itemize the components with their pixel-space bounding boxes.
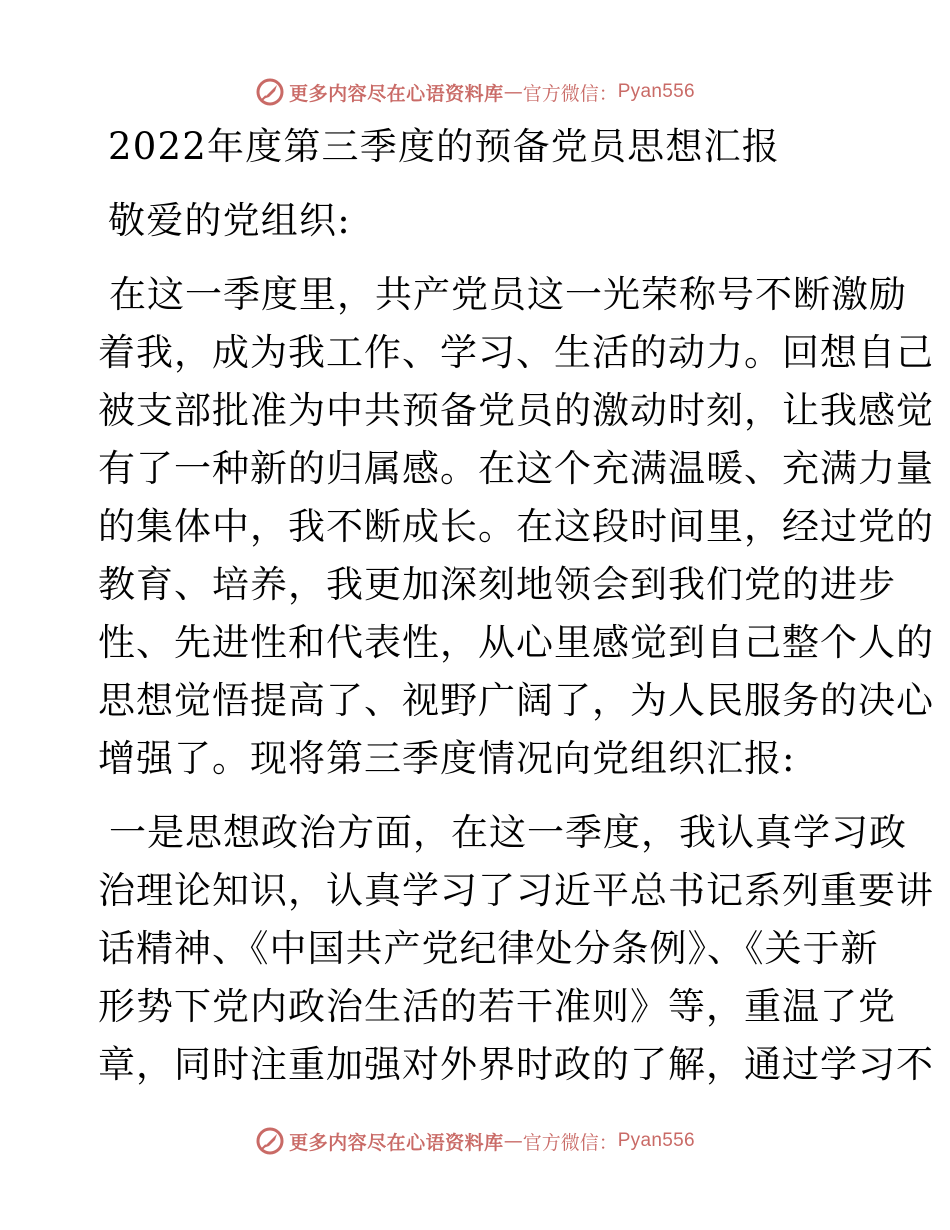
watermark-brand: 更多内容尽在心语资料库 <box>289 82 504 105</box>
quill-logo-icon <box>255 77 285 107</box>
document-title: 2022年度第三季度的预备党员思想汇报 <box>108 125 780 168</box>
body-line: 有了一种新的归属感。在这个充满温暖、充满力量 <box>98 447 934 490</box>
watermark-wechat-id: Pyan556 <box>617 81 695 102</box>
body-line: 教育、培养，我更加深刻地领会到我们党的进步 <box>98 563 896 606</box>
body-line: 的集体中，我不断成长。在这段时间里，经过党的 <box>98 505 934 548</box>
body-line: 治理论知识，认真学习了习近平总书记系列重要讲 <box>98 869 934 912</box>
body-line: 话精神、《中国共产党纪律处分条例》、《关于新 <box>98 927 879 970</box>
body-line: 性、先进性和代表性，从心里感觉到自己整个人的 <box>98 621 934 664</box>
body-line: 形势下党内政治生活的若干准则》等，重温了党 <box>98 985 896 1028</box>
watermark-dash: — <box>503 1130 523 1152</box>
quill-logo-icon <box>255 1126 285 1156</box>
body-line: 一是思想政治方面，在这一季度，我认真学习政 <box>109 811 907 854</box>
watermark-brand: 更多内容尽在心语资料库 <box>289 1131 504 1154</box>
watermark-label: 官方微信： <box>522 82 618 105</box>
watermark-dash: — <box>503 81 523 103</box>
watermark-label: 官方微信： <box>522 1131 618 1154</box>
body-line: 被支部批准为中共预备党员的激动时刻，让我感觉 <box>98 389 934 432</box>
watermark-banner-bottom <box>0 1121 950 1161</box>
watermark-wechat-id: Pyan556 <box>617 1130 695 1151</box>
body-line: 着我，成为我工作、学习、生活的动力。回想自己 <box>98 331 934 374</box>
body-line: 在这一季度里，共产党员这一光荣称号不断激励 <box>109 273 907 316</box>
watermark-banner-top <box>0 72 950 112</box>
body-line: 章，同时注重加强对外界时政的了解，通过学习不 <box>98 1043 934 1086</box>
salutation: 敬爱的党组织: <box>108 199 351 242</box>
body-line: 增强了。现将第三季度情况向党组织汇报: <box>98 737 796 780</box>
body-line: 思想觉悟提高了、视野广阔了，为人民服务的决心 <box>98 679 934 722</box>
